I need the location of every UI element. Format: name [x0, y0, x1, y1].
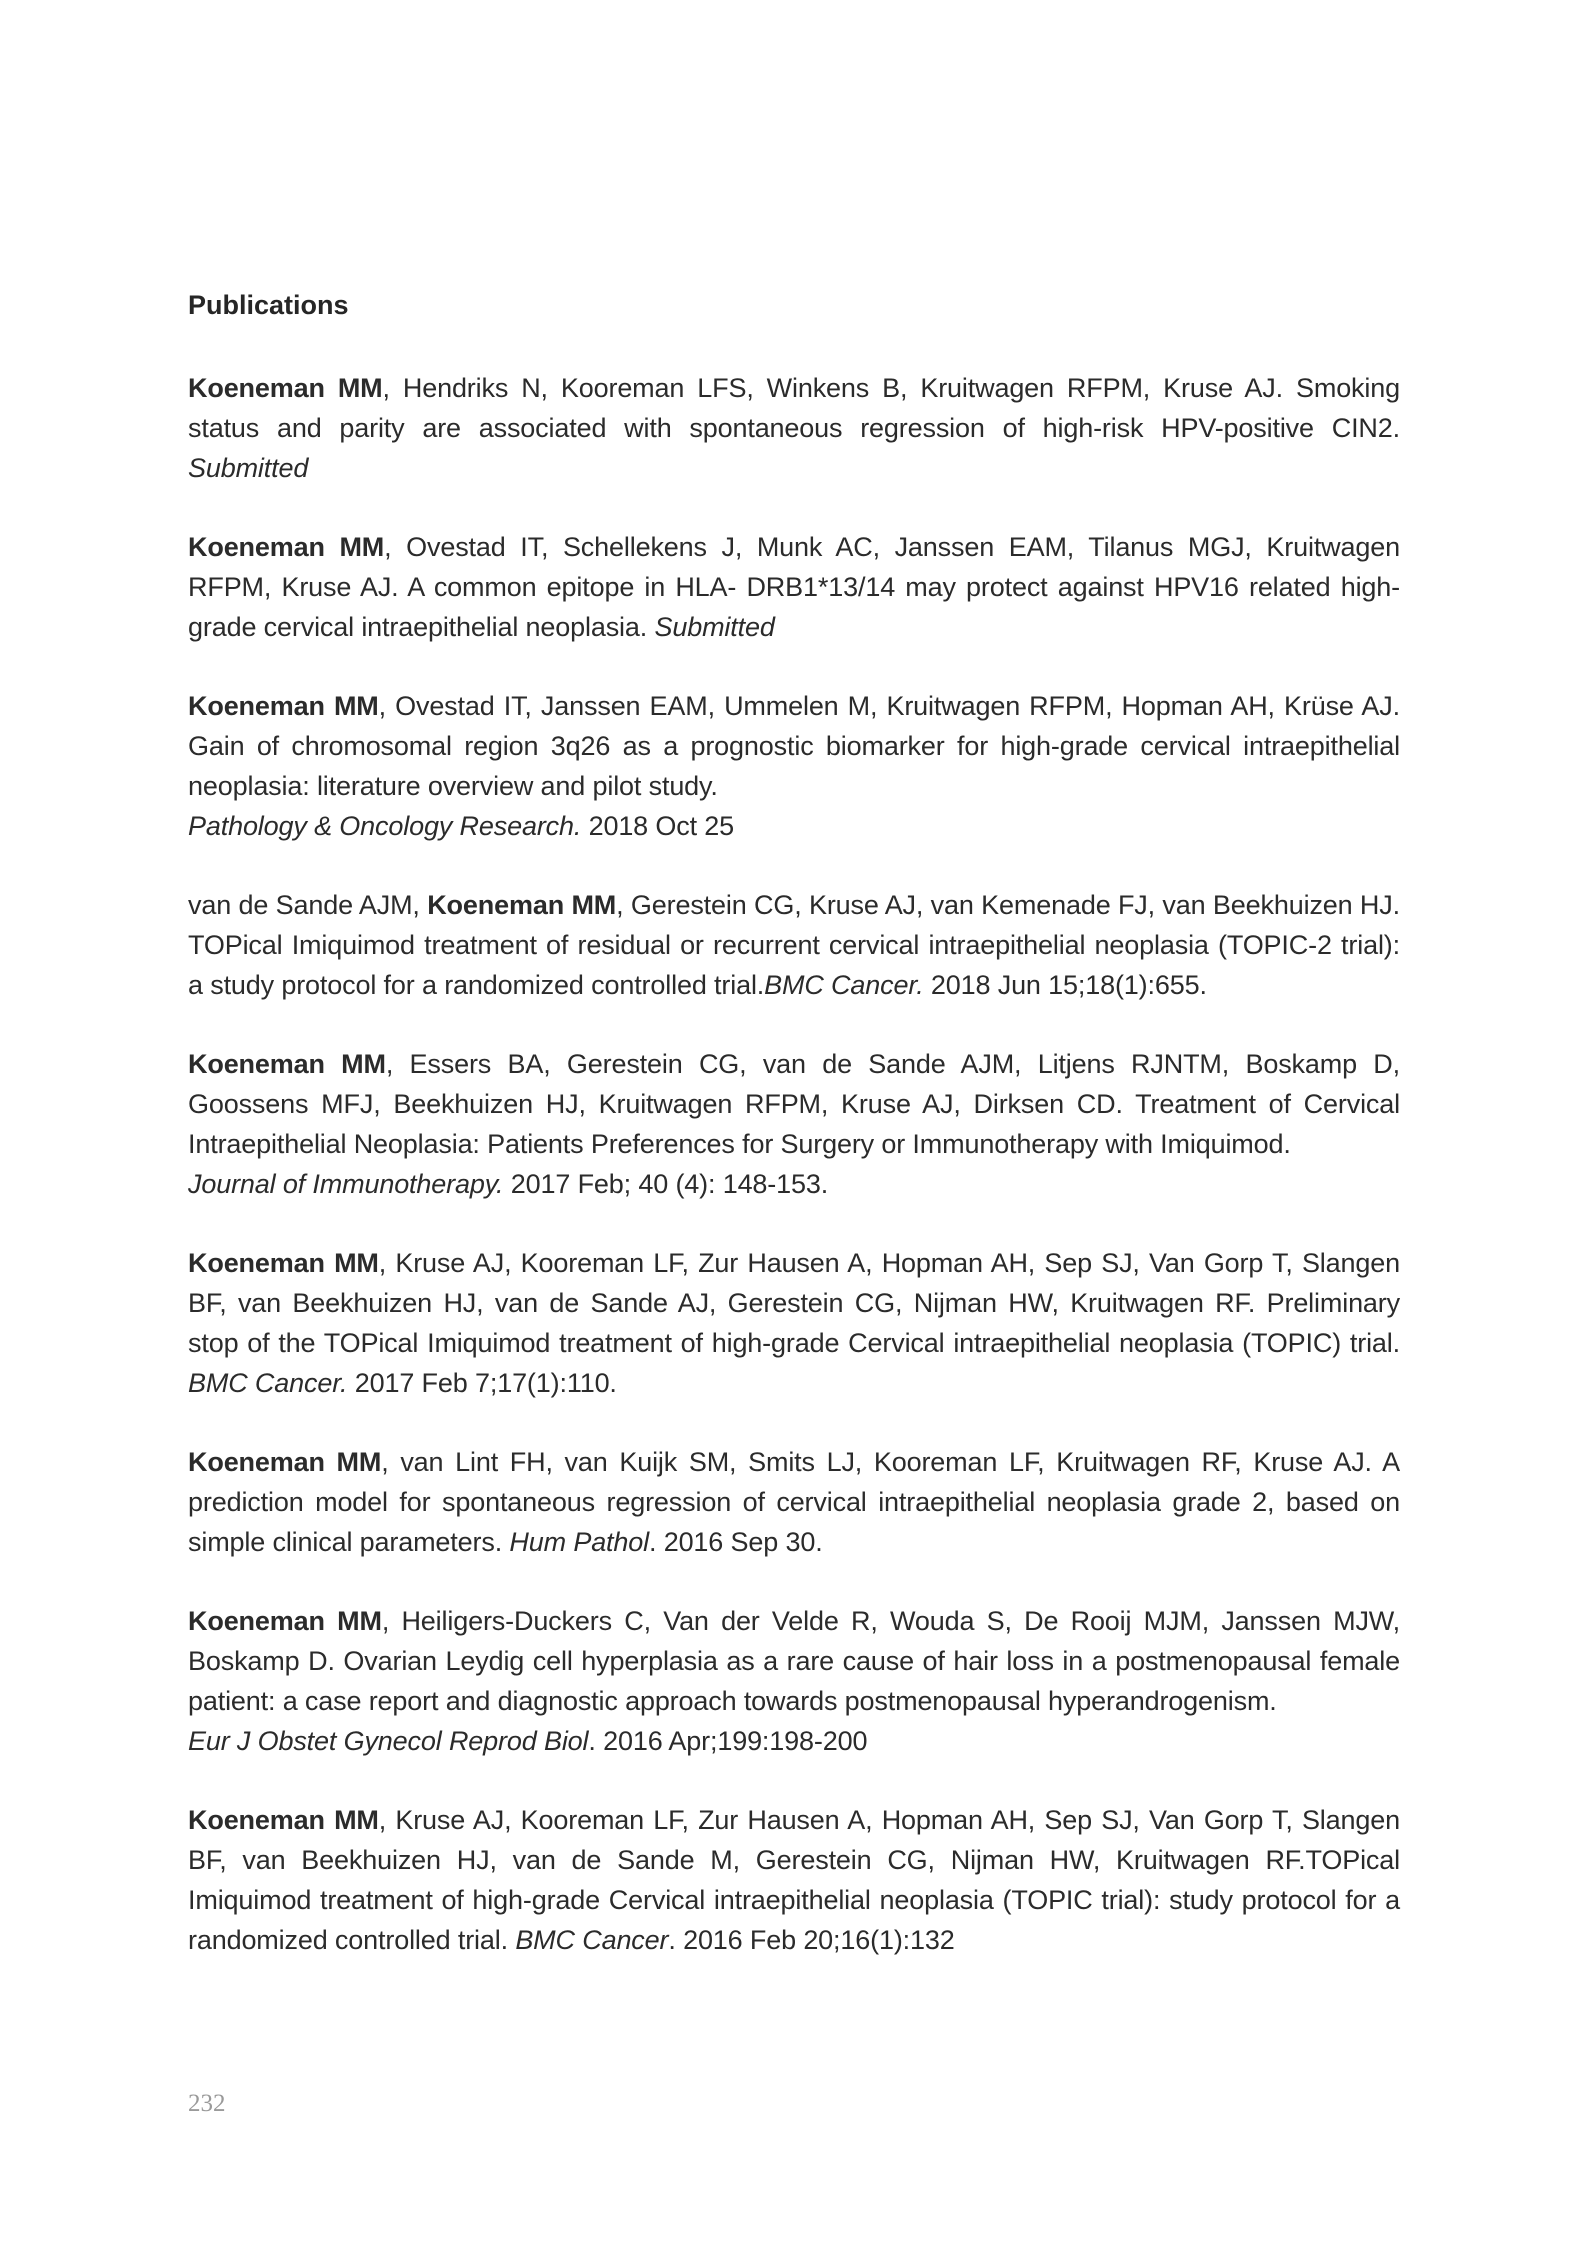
authors-and-title: , Hendriks N, Kooreman LFS, Winkens B, Kruitwagen RFPM, Kruse AJ. Smoking status and parity are associated with spontaneous regression of high-risk HPV-positive CIN2. — [188, 373, 1400, 443]
highlighted-author: Koeneman MM — [188, 1447, 382, 1477]
highlighted-author: Koeneman MM — [188, 532, 385, 562]
publication-entry — [188, 1044, 1400, 1204]
citation-details: . 2016 Apr;199:198-200 — [588, 1726, 868, 1756]
publication-entry — [188, 1243, 1400, 1403]
journal-name: BMC Cancer. — [764, 970, 924, 1000]
highlighted-author: Koeneman MM — [188, 1805, 379, 1835]
highlighted-author: Koeneman MM — [188, 691, 379, 721]
publication-entry — [188, 885, 1400, 1005]
authors-and-title: , Kruse AJ, Kooreman LF, Zur Hausen A, Hopman AH, Sep SJ, Van Gorp T, Slangen BF, van Beekhuizen HJ, van de Sande AJ, Gerestein CG, Nijman HW, Kruitwagen RF. Preliminary stop of the TOPical Imiquimod treatment of high-grade Cervical intraepithelial neoplasia (TOPIC) trial. — [188, 1248, 1400, 1358]
publication-list — [188, 368, 1400, 1960]
publication-entry — [188, 527, 1400, 647]
highlighted-author: Koeneman MM — [188, 373, 383, 403]
citation-details: 2017 Feb; 40 (4): 148-153. — [503, 1169, 829, 1199]
highlighted-author: Koeneman MM — [188, 1049, 386, 1079]
journal-name: Journal of Immunotherapy. — [188, 1169, 504, 1199]
authors-and-title: , Essers BA, Gerestein CG, van de Sande AJM, Litjens RJNTM, Boskamp D, Goossens MFJ, Beekhuizen HJ, Kruitwagen RFPM, Kruse AJ, Dirksen CD. Treatment of Cervical Intraepithelial Neoplasia: Patients Preferences for Surgery or Immunotherapy with Imiquimod. — [188, 1049, 1400, 1159]
citation-details: 2017 Feb 7;17(1):110. — [347, 1368, 617, 1398]
publication-entry — [188, 686, 1400, 846]
publication-entry — [188, 1442, 1400, 1562]
highlighted-author: Koeneman MM — [427, 890, 617, 920]
publication-status: Submitted — [654, 612, 775, 642]
authors-and-title: , Heiligers-Duckers C, Van der Velde R, Wouda S, De Rooij MJM, Janssen MJW, Boskamp D. Ovarian Leydig cell hyperplasia as a rare cause of hair loss in a postmenopausal female patient: a case report and diagnostic approach towards postmenopausal hyperandrogenism. — [188, 1606, 1401, 1716]
authors-and-title: , Ovestad IT, Schellekens J, Munk AC, Janssen EAM, Tilanus MGJ, Kruitwagen RFPM, Kruse AJ. A common epitope in HLA- DRB1*13/14 may protect against HPV16 related high-grade cervical intraepithelial neoplasia. — [188, 532, 1400, 642]
page-number: 232 — [188, 2090, 226, 2117]
citation-details: 2018 Oct 25 — [581, 811, 735, 841]
highlighted-author: Koeneman MM — [188, 1248, 379, 1278]
journal-name: BMC Cancer — [515, 1925, 669, 1955]
journal-name: Hum Pathol — [509, 1527, 649, 1557]
publication-status: Submitted — [188, 453, 309, 483]
publications-page — [188, 285, 1400, 1999]
section-title: Publications — [188, 290, 349, 320]
authors-and-title: , Gerestein CG, Kruse AJ, van Kemenade FJ, van Beekhuizen HJ. TOPical Imiquimod treatment of residual or recurrent cervical intraepithelial neoplasia (TOPIC-2 trial): a study protocol for a randomized controlled trial. — [188, 890, 1400, 1000]
journal-name: Pathology & Oncology Research. — [188, 811, 582, 841]
authors-and-title: , Kruse AJ, Kooreman LF, Zur Hausen A, Hopman AH, Sep SJ, Van Gorp T, Slangen BF, van Beekhuizen HJ, van de Sande M, Gerestein CG, Nijman HW, Kruitwagen RF.TOPical Imiquimod treatment of high-grade Cervical intraepithelial neoplasia (TOPIC trial): study protocol for a randomized controlled trial. — [188, 1805, 1400, 1955]
journal-name: Eur J Obstet Gynecol Reprod Biol — [188, 1726, 589, 1756]
citation-details: . 2016 Sep 30. — [649, 1527, 823, 1557]
citation-details: 2018 Jun 15;18(1):655. — [923, 970, 1207, 1000]
publication-entry — [188, 368, 1400, 488]
authors-and-title: , van Lint FH, van Kuijk SM, Smits LJ, Kooreman LF, Kruitwagen RF, Kruse AJ. A prediction model for spontaneous regression of cervical intraepithelial neoplasia grade 2, based on simple clinical parameters. — [188, 1447, 1400, 1557]
publication-entry — [188, 1800, 1400, 1960]
highlighted-author: Koeneman MM — [188, 1606, 382, 1636]
citation-details: . 2016 Feb 20;16(1):132 — [668, 1925, 955, 1955]
co-authors-before: van de Sande AJM, — [188, 890, 428, 920]
authors-and-title: , Ovestad IT, Janssen EAM, Ummelen M, Kruitwagen RFPM, Hopman AH, Krüse AJ. Gain of chromosomal region 3q26 as a prognostic biomarker for high-grade cervical intraepithelial neoplasia: literature overview and pilot study. — [188, 691, 1400, 801]
publication-entry — [188, 1601, 1400, 1761]
journal-name: BMC Cancer. — [188, 1368, 348, 1398]
